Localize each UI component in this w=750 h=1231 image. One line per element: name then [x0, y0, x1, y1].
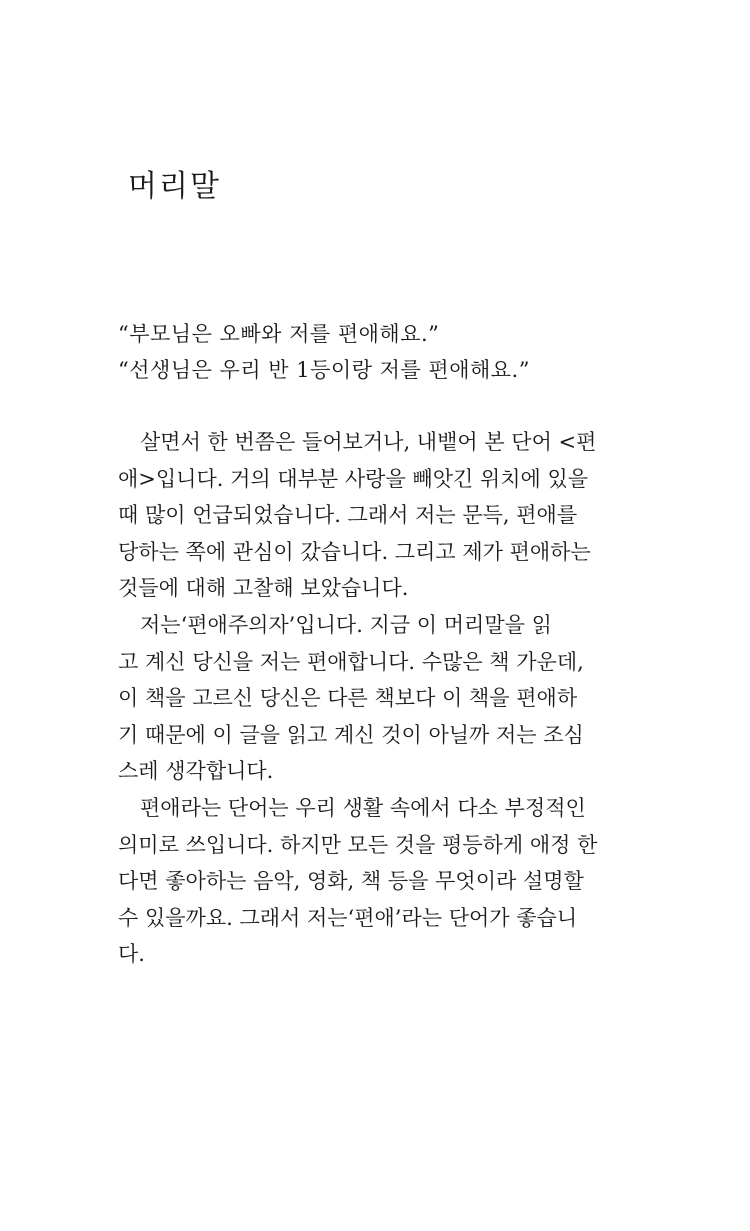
- body-text: [118, 424, 630, 973]
- text-line: 다면 좋아하는 음악, 영화, 책 등을 무엇이라 설명할: [118, 869, 584, 894]
- text-line: 기 때문에 이 글을 읽고 계신 것이 아닐까 저는 조심: [118, 722, 584, 747]
- text-line: 편애라는 단어는 우리 생활 속에서 다소 부정적인: [140, 795, 586, 820]
- text-line: 다.: [118, 942, 145, 967]
- text-line: 저는‘편애주의자’입니다. 지금 이 머리말을 읽: [140, 612, 552, 637]
- quote-line: “부모님은 오빠와 저를 편애해요.”: [118, 322, 440, 346]
- quote-line: “선생님은 우리 반 1등이랑 저를 편애해요.”: [118, 358, 530, 382]
- page-title: 머리말: [128, 169, 221, 204]
- opening-quotes: [118, 316, 638, 388]
- text-line: 수 있을까요. 그래서 저는‘편애’라는 단어가 좋습니: [118, 905, 578, 930]
- text-line: 살면서 한 번쯤은 들어보거나, 내뱉어 본 단어 <편: [140, 430, 597, 454]
- text-line: 스레 생각합니다.: [118, 759, 274, 784]
- text-line: 이 책을 고르신 당신은 다른 책보다 이 책을 편애하: [118, 686, 578, 711]
- text-line: 당하는 쪽에 관심이 갔습니다. 그리고 제가 편애하는: [118, 539, 591, 564]
- text-line: 애>입니다. 거의 대부분 사랑을 빼앗긴 위치에 있을: [118, 466, 589, 491]
- text-line: 때 많이 언급되었습니다. 그래서 저는 문득, 편애를: [118, 503, 578, 528]
- text-line: 고 계신 당신을 저는 편애합니다. 수많은 책 가운데,: [118, 649, 584, 674]
- paragraph: [118, 424, 630, 607]
- text-line: 의미로 쓰입니다. 하지만 모든 것을 평등하게 애정 한: [118, 832, 598, 857]
- paragraph: [118, 607, 630, 790]
- text-line: 것들에 대해 고찰해 보았습니다.: [118, 576, 409, 601]
- paragraph: [118, 790, 630, 973]
